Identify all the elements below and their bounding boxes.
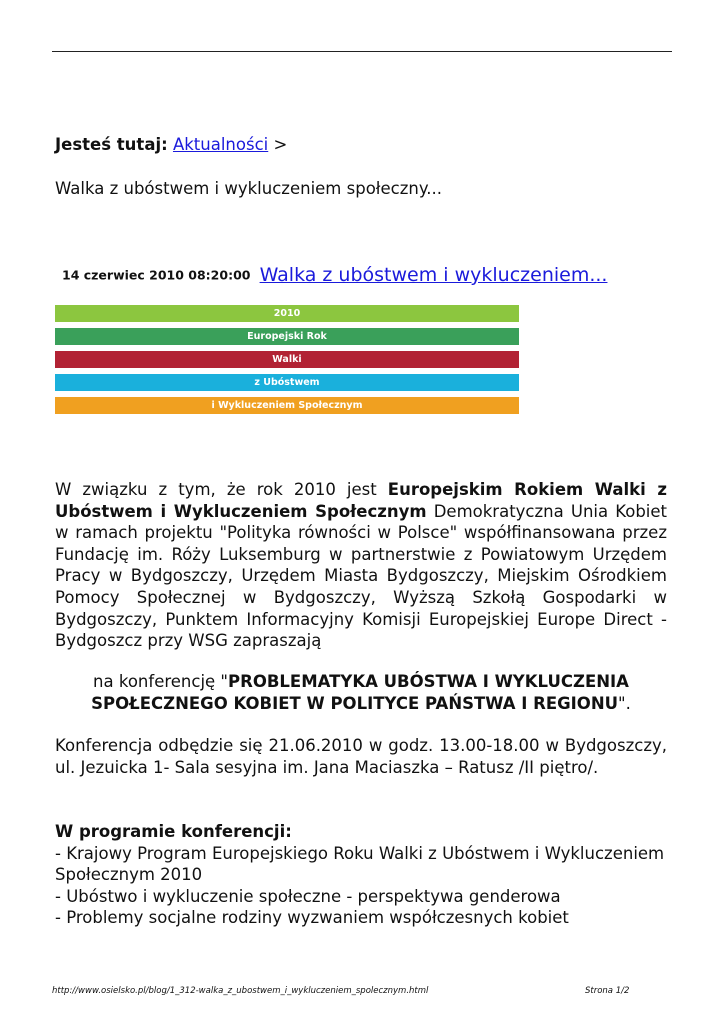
intro-bold-year: Europejskim Rokiem Walki z Ubóstwem i Wykluczeniem Społecznym	[55, 480, 667, 521]
campaign-banner	[55, 305, 519, 420]
breadcrumb	[55, 135, 287, 154]
header-rule	[52, 51, 672, 52]
intro-text-rest: Demokratyczna Unia Kobiet w ramach projektu "Polityka równości w Polsce" współfinansowana przez Fundację im. Róży Luksemburg w partnerstwie z Powiatowym Urzędem Pracy w Bydgoszczy, Urzędem Miasta Bydgoszczy, Miejskim Ośrodkiem Pomocy Społecznej w Bydgoszczy, Wyższą Szkołą Gospodarki w Bydgoszczy, Punktem Informacyjny Komisji Europejskiej Europe Direct - Bydgoszcz przy WSG zapraszają	[55, 501, 668, 651]
breadcrumb-label: Jesteś tutaj:	[55, 135, 168, 154]
breadcrumb-separator: >	[268, 135, 288, 154]
banner-stripe-year: 2010	[55, 305, 519, 322]
invitation-paragraph	[55, 671, 667, 714]
banner-stripe-combating: Walki	[55, 351, 519, 368]
footer-page-number: Strona 1/2	[585, 986, 630, 996]
intro-paragraph	[55, 479, 667, 652]
intro-text-start: W związku z tym, że rok 2010 jest	[55, 480, 388, 499]
conference-details: Konferencja odbędzie się 21.06.2010 w godz. 13.00-18.00 w Bydgoszczy, ul. Jezuicka 1- Sala sesyjna im. Jana Maciaszka – Ratusz /II piętro/.	[55, 736, 667, 777]
article-date: 14 czerwiec 2010 08:20:00	[62, 267, 251, 283]
invitation-prefix: na konferencję "	[93, 672, 229, 691]
program-item: - Problemy socjalne rodziny wyzwaniem współczesnych kobiet	[55, 908, 569, 928]
banner-stripe-exclusion: i Wykluczeniem Społecznym	[55, 397, 519, 414]
program-item: - Ubóstwo i wykluczenie społeczne - perspektywa genderowa	[55, 886, 561, 906]
page-subtitle: Walka z ubóstwem i wykluczeniem społeczny...	[55, 179, 442, 198]
program-heading: W programie konferencji:	[55, 822, 292, 841]
footer-url: http://www.osielsko.pl/blog/1_312-walka_z_ubostwem_i_wykluczeniem_spolecznym.html	[52, 986, 429, 996]
program-item: - Krajowy Program Europejskiego Roku Walki z Ubóstwem i Wykluczeniem Społecznym 2010	[55, 843, 665, 885]
invitation-suffix: ".	[618, 693, 631, 713]
breadcrumb-link-aktualnosci[interactable]: Aktualności	[172, 135, 269, 154]
article-title-link[interactable]: Walka z ubóstwem i wykluczeniem...	[259, 264, 608, 286]
banner-stripe-european-year: Europejski Rok	[55, 328, 519, 345]
program-section	[55, 821, 667, 929]
banner-stripe-poverty: z Ubóstwem	[55, 374, 519, 391]
article-dateline	[62, 264, 607, 286]
conference-title: PROBLEMATYKA UBÓSTWA I WYKLUCZENIA SPOŁECZNEGO KOBIET W POLITYCE PAŃSTWA I REGIONU	[91, 672, 629, 713]
